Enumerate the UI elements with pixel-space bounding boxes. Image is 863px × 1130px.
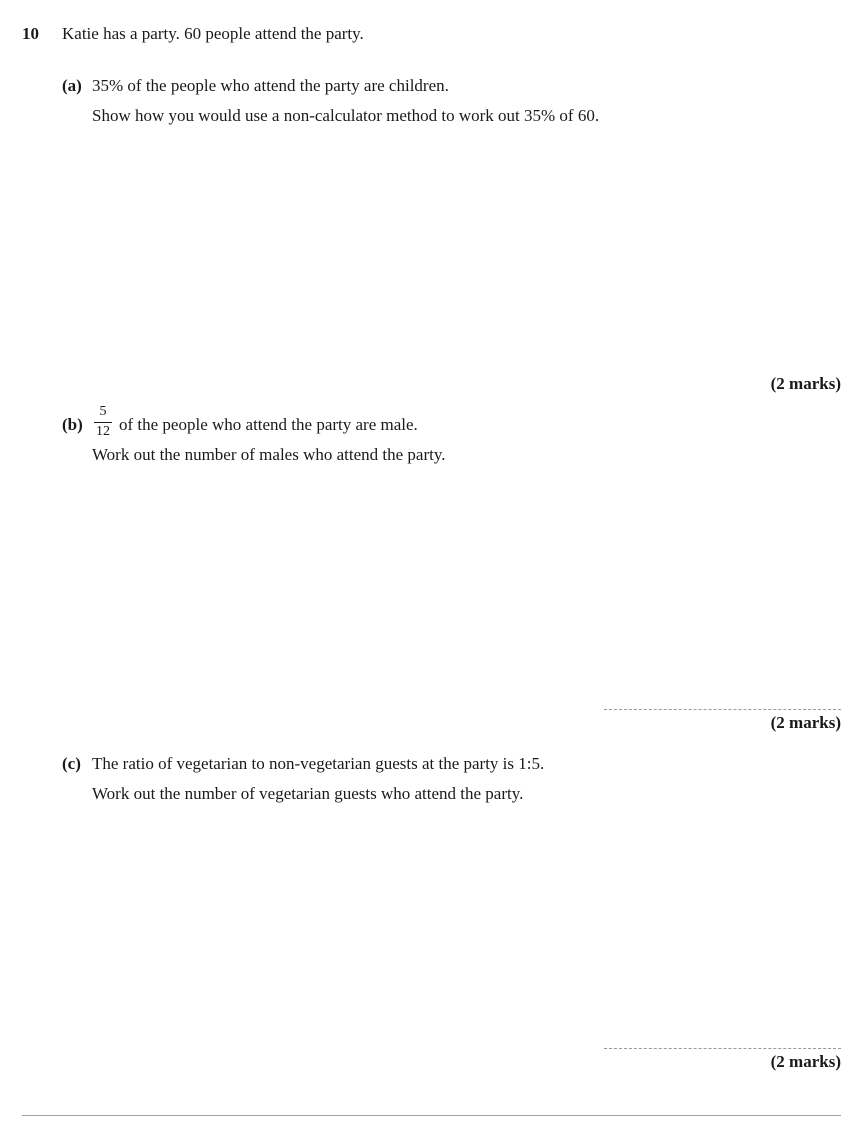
- part-b-fraction: [93, 404, 113, 440]
- question-number: 10: [22, 24, 39, 43]
- fraction-denominator: 12: [96, 424, 110, 439]
- part-a-answer-area[interactable]: [62, 130, 841, 370]
- part-a-line2: Show how you would use a non-calculator method to work out 35% of 60.: [92, 106, 600, 125]
- part-a-label: (a): [62, 76, 82, 95]
- part-c-answer-line[interactable]: [604, 1048, 841, 1049]
- question-stem: Katie has a party. 60 people attend the party.: [62, 24, 364, 43]
- part-a-line1: 35% of the people who attend the party are children.: [92, 76, 449, 95]
- fraction-bar: [94, 422, 112, 423]
- part-a-marks: (2 marks): [770, 374, 841, 393]
- part-c-marks: (2 marks): [770, 1052, 841, 1071]
- part-b-line1: of the people who attend the party are male.: [119, 415, 418, 434]
- part-b-label: (b): [62, 415, 83, 434]
- part-b-answer-line[interactable]: [604, 709, 841, 710]
- fraction-numerator: 5: [99, 404, 107, 419]
- part-b-line2: Work out the number of males who attend the party.: [92, 445, 446, 464]
- part-c-answer-area[interactable]: [62, 810, 841, 1040]
- part-b-answer-area[interactable]: [62, 470, 841, 700]
- footer-divider: [22, 1115, 841, 1116]
- part-c-line1: The ratio of vegetarian to non-vegetarian guests at the party is 1:5.: [92, 754, 545, 773]
- part-b-marks: (2 marks): [770, 713, 841, 732]
- part-c-line2: Work out the number of vegetarian guests who attend the party.: [92, 784, 524, 803]
- part-c-label: (c): [62, 754, 81, 773]
